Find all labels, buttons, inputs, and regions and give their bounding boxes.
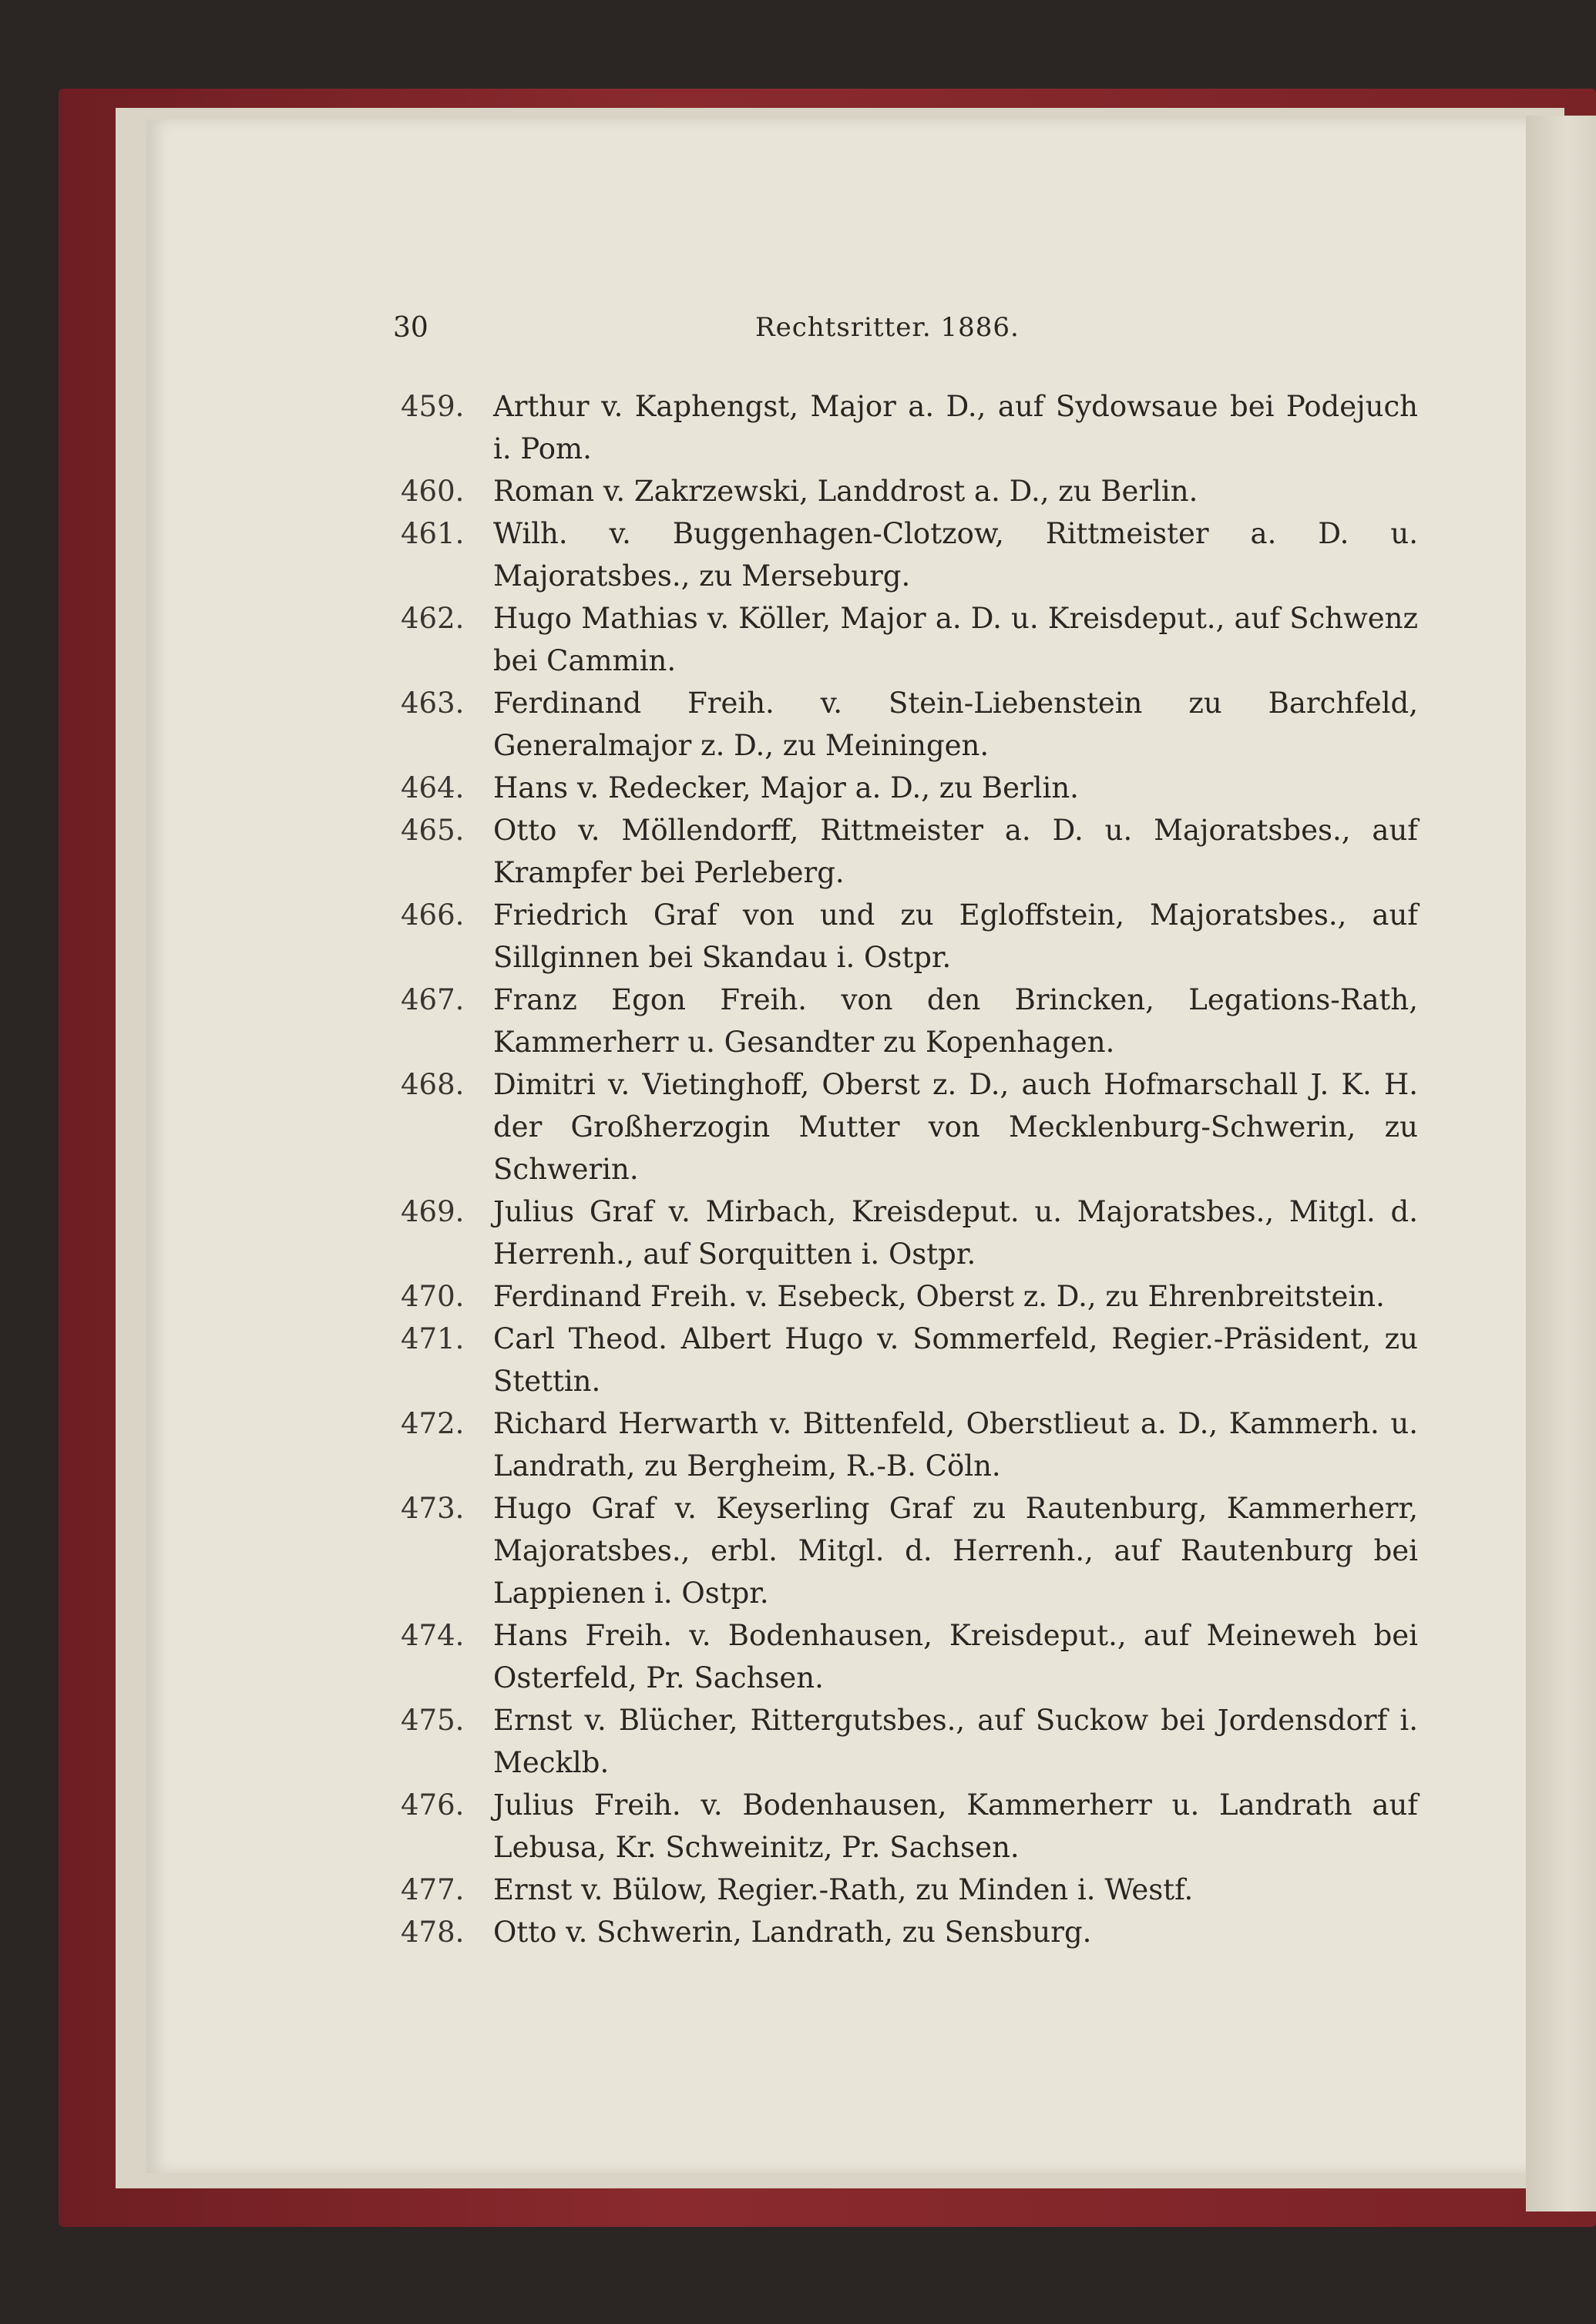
list-item xyxy=(401,470,1418,512)
list-item xyxy=(401,385,1418,470)
list-item xyxy=(401,1699,1418,1784)
running-head: Rechtsritter. 1886. xyxy=(755,312,1020,343)
list-item xyxy=(401,1869,1418,1911)
list-item xyxy=(401,1191,1418,1275)
entry-number: 478. xyxy=(401,1916,465,1949)
entry-text: Dimitri v. Vietinghoff, Oberst z. D., auch Hofmarschall J. K. H. der Großherzogin Mutter von Mecklenburg-Schwerin, zu Schwerin. xyxy=(493,1068,1418,1186)
entry-number: 469. xyxy=(401,1195,465,1228)
list-item xyxy=(401,1318,1418,1402)
entry-number: 467. xyxy=(401,983,465,1016)
list-item xyxy=(401,979,1418,1063)
entry-number: 475. xyxy=(401,1704,465,1737)
entry-number: 473. xyxy=(401,1492,465,1525)
list-item xyxy=(401,1063,1418,1191)
entry-text: Hans v. Redecker, Major a. D., zu Berlin. xyxy=(493,771,1079,804)
entry-number: 460. xyxy=(401,475,465,508)
entry-number: 477. xyxy=(401,1873,465,1906)
entry-text: Richard Herwarth v. Bittenfeld, Oberstlieut a. D., Kammerh. u. Landrath, zu Bergheim, R.-B. Cöln. xyxy=(493,1407,1418,1483)
entry-number: 459. xyxy=(401,390,465,423)
entry-text: Julius Freih. v. Bodenhausen, Kammerherr u. Landrath auf Lebusa, Kr. Schweinitz, Pr. Sachsen. xyxy=(493,1788,1418,1864)
entry-text: Otto v. Möllendorff, Rittmeister a. D. u. Majoratsbes., auf Krampfer bei Perleberg. xyxy=(493,814,1418,889)
entry-text: Hugo Graf v. Keyserling Graf zu Rautenburg, Kammerherr, Majoratsbes., erbl. Mitgl. d. Herrenh., auf Rautenburg bei Lappienen i. Ostpr. xyxy=(493,1492,1418,1610)
page-number: 30 xyxy=(393,312,428,344)
facing-page-edge xyxy=(1526,116,1596,2211)
entry-text: Hugo Mathias v. Köller, Major a. D. u. Kreisdeput., auf Schwenz bei Cammin. xyxy=(493,602,1418,677)
list-item xyxy=(401,894,1418,979)
entry-text: Ferdinand Freih. v. Stein-Liebenstein zu Barchfeld, Generalmajor z. D., zu Meiningen. xyxy=(493,687,1418,762)
list-item xyxy=(401,682,1418,767)
entry-number: 468. xyxy=(401,1068,465,1101)
entry-text: Carl Theod. Albert Hugo v. Sommerfeld, Regier.-Präsident, zu Stettin. xyxy=(493,1322,1418,1398)
entry-text: Otto v. Schwerin, Landrath, zu Sensburg. xyxy=(493,1916,1092,1949)
entry-number: 472. xyxy=(401,1407,465,1440)
entry-text: Hans Freih. v. Bodenhausen, Kreisdeput., auf Meineweh bei Osterfeld, Pr. Sachsen. xyxy=(493,1619,1418,1694)
entry-list xyxy=(401,385,1418,1953)
entry-text: Friedrich Graf von und zu Egloffstein, Majoratsbes., auf Sillginnen bei Skandau i. Ostpr. xyxy=(493,898,1418,974)
entry-text: Roman v. Zakrzewski, Landdrost a. D., zu Berlin. xyxy=(493,475,1198,508)
list-item xyxy=(401,1784,1418,1869)
list-item xyxy=(401,1614,1418,1699)
list-item xyxy=(401,1911,1418,1953)
list-item xyxy=(401,1487,1418,1614)
list-item xyxy=(401,1402,1418,1487)
list-item xyxy=(401,767,1418,809)
entry-number: 465. xyxy=(401,814,465,847)
entry-text: Ferdinand Freih. v. Esebeck, Oberst z. D., zu Ehrenbreitstein. xyxy=(493,1280,1385,1313)
entry-number: 466. xyxy=(401,898,465,932)
entry-number: 471. xyxy=(401,1322,465,1355)
entry-text: Wilh. v. Buggenhagen-Clotzow, Rittmeister a. D. u. Majoratsbes., zu Merseburg. xyxy=(493,517,1418,593)
list-item xyxy=(401,512,1418,597)
entry-number: 461. xyxy=(401,517,465,550)
entry-text: Julius Graf v. Mirbach, Kreisdeput. u. Majoratsbes., Mitgl. d. Herrenh., auf Sorquitten i. Ostpr. xyxy=(493,1195,1418,1271)
entry-number: 462. xyxy=(401,602,465,635)
list-item xyxy=(401,809,1418,894)
entry-text: Franz Egon Freih. von den Brincken, Legations-Rath, Kammerherr u. Gesandter zu Kopenhagen. xyxy=(493,983,1418,1059)
entry-text: Arthur v. Kaphengst, Major a. D., auf Sydowsaue bei Podejuch i. Pom. xyxy=(493,390,1418,465)
entry-number: 470. xyxy=(401,1280,465,1313)
entry-number: 476. xyxy=(401,1788,465,1822)
entry-number: 464. xyxy=(401,771,465,804)
entry-number: 463. xyxy=(401,687,465,720)
page-header xyxy=(393,312,1472,358)
list-item xyxy=(401,1275,1418,1318)
entry-text: Ernst v. Blücher, Rittergutsbes., auf Suckow bei Jordensdorf i. Mecklb. xyxy=(493,1704,1418,1779)
entry-number: 474. xyxy=(401,1619,465,1652)
list-item xyxy=(401,597,1418,682)
entry-text: Ernst v. Bülow, Regier.-Rath, zu Minden i. Westf. xyxy=(493,1873,1194,1906)
